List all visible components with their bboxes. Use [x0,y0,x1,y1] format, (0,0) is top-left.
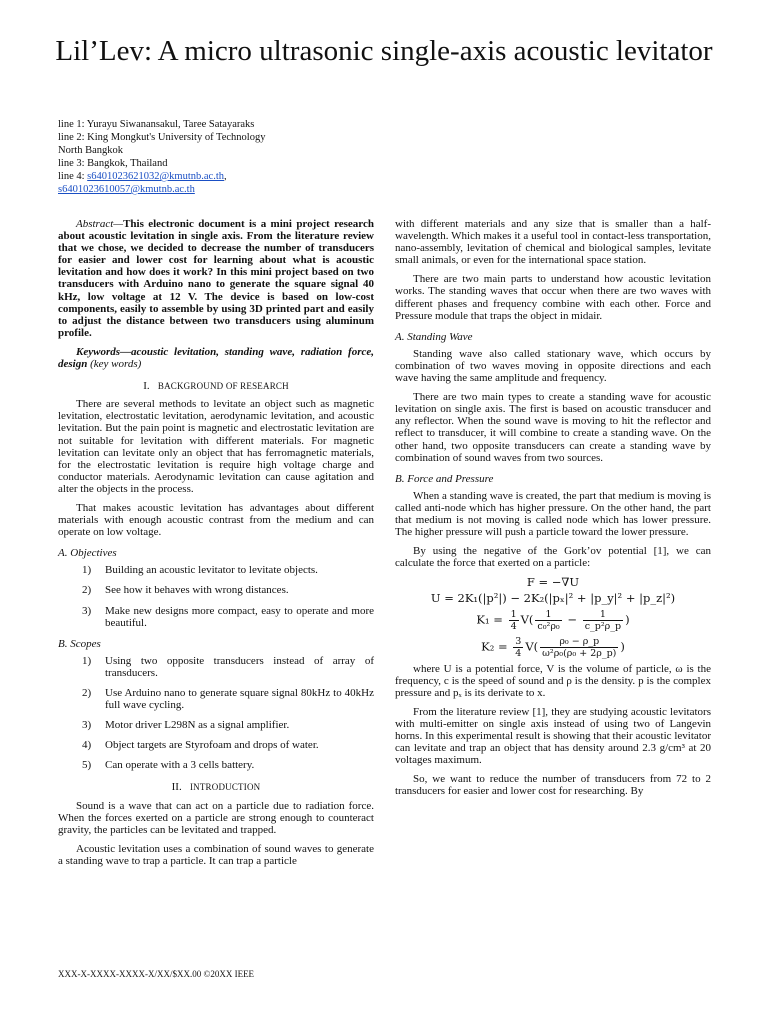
force-pressure-heading: B. Force and Pressure [395,472,494,485]
objectives-heading: A. Objectives [58,547,117,560]
section-1-title: BACKGROUND OF RESEARCH [157,381,289,392]
email-link-2[interactable]: s6401023610057@kmutnb.ac.th [58,184,195,195]
paper-title: Lil’Lev: A micro ultrasonic single-axis acoustic levitator [55,35,713,67]
list-item: 5) Can operate with a 3 cells battery. [82,759,255,772]
section-1-number: I. [143,380,150,393]
list-item: 2) Use Arduino nano to generate square signal 80kHz to 40kHz full wave cycling. [82,687,374,712]
section-heading-2 [58,781,374,793]
section-2-number: II. [171,781,182,794]
keywords-label: Keywords— [76,345,131,358]
list-item: 3) Make new designs more compact, easy to operate and more beautiful. [82,604,374,629]
left-column [58,218,374,874]
author-line-4-label: line 4: [58,171,88,182]
force-pressure-paragraph-4: From the literature review [1], they are studying acoustic levitators with multi-emitter on single axis instead of using two of Langevin horns. In this experimental result is showing that their acoustic levitator can levitate and trap an object that has density around 2.3 g/cm³ at 20 voltages maximum. [395,705,711,767]
keywords [58,346,374,370]
force-pressure-paragraph-1: When a standing wave is created, the part that medium is moving is called anti-node which has higher pressure. On the other hand, the part that medium is not moving is called node which has lower pressure. The higher pressure will push a particle toward the lower pressure. [395,489,711,539]
equation-k1: K₁ = $\frac{1}{4}$ V( $\frac{1}{\text{c₀²ρ₀}}$ − $\frac{1}{\text{c\_p²ρ\_p}}$ ) [476,608,630,632]
section-1-paragraph-2: That makes acoustic levitation has advantages about different materials with enough acoustic contrast from the medium and can operate on low voltage. [58,501,374,539]
abstract-label: Abstract— [76,218,124,230]
author-line-1: line 1: Yurayu Siwanansakul, Taree Satayaraks [58,119,255,130]
author-line-2: line 2: King Mongkut's University of Technology North Bangkok [58,132,266,156]
copyright-footer: XXX-X-XXXX-XXXX-X/XX/$XX.00 ©20XX IEEE [58,969,255,979]
section-heading-1 [58,380,374,392]
section-2-paragraph-3: There are two main parts to understand how acoustic levitation works. The standing waves that occur when there are two waves with different phases and frequency combine with each other. Force and Pressure module that traps the object in midair. [395,273,711,322]
abstract [58,218,374,339]
section-2-paragraph-1: Sound is a wave that can act on a particle due to radiation force. When the forces exerted on a particle are strong enough to counteract gravity, the particles can be levitated and trapped. [58,799,374,836]
standing-wave-heading: A. Standing Wave [395,330,473,343]
email-link-1[interactable]: s6401023621032@kmutnb.ac.th [87,171,224,182]
right-column [395,218,711,804]
keywords-text: acoustic levitation, standing wave, radiation force, design [58,345,374,371]
list-item: 1) Using two opposite transducers instead of array of transducers. [82,654,374,679]
list-item: 2) See how it behaves with wrong distances. [82,584,289,597]
section-2-paragraph-2: Acoustic levitation uses a combination of sound waves to generate a standing wave to trap a particle. It can trap a particle [58,842,374,867]
scopes-heading: B. Scopes [58,637,101,650]
equation-potential: U = 2K₁(|p²|) − 2K₂(|pₓ|² + |p_y|² + |p_z|²) [430,591,676,606]
force-pressure-paragraph-5: So, we want to reduce the number of transducers from 72 to 2 transducers for easier and lower cost for researching. By [395,773,711,798]
section-2-title: INTRODUCTION [189,782,261,793]
force-pressure-paragraph-3: where U is a potential force, V is the volume of particle, ω is the frequency, c is the speed of sound and ρ is the density. p is the complex pressure and pₓ is its derivate to x. [395,662,711,699]
list-item: 1) Building an acoustic levitator to levitate objects. [82,564,318,577]
abstract-text: This electronic document is a mini project research about acoustic levitation in single axis. From the literature review that we chose, we decided to decrease the number of transducers for easier and lower cost for learning about what is acoustic levitation and how does it work? In this mini project based on two transducers with Arduino nano to generate the square signal 40 kHz, low voltage at 12 V. The device is based on low-cost components, easily to assemble by using 3D printed part and easily to adjust the distance between two transducers using aluminum profile. [58,218,374,339]
equation-k2: K₂ = $\frac{3}{4}$ V( $\frac{\text{ρ₀ − ρ\_p}}{\text{ω²ρ₀(ρ₀ + 2ρ\_p)}}$ ) [481,635,625,659]
section-1-paragraph-1: There are several methods to levitate an object such as magnetic levitation, electrostatic levitation, aerodynamic levitation, and acoustic levitation. But the pain point is magnetic and electrostatic levitation are not suitable for levitation with different materials. For magnetic levitation can levitate only an object that has ferromagnetic materials, for the electrostatic levitation is require high voltage charge and conductor materials. Aerodynamic levitation can cause agitation and alter the objects in the process. [58,398,374,495]
objectives-list [58,564,374,628]
keywords-note: (key words) [87,358,142,371]
standing-wave-paragraph-2: There are two main types to create a standing wave for acoustic levitation on single axis. The first is based on acoustic transducer and any reflector. When the sound wave is moving to hit the reflector and reflect to transducer, it will combine to create a standing wave. On the other hand, two opposite transducers can create a standing wave by combination of sound waves from two sources. [395,391,711,464]
list-item: 3) Motor driver L298N as a signal amplifier. [82,719,290,732]
list-item: 4) Object targets are Styrofoam and drops of water. [82,739,319,752]
author-line-3: line 3: Bangkok, Thailand [58,158,168,169]
scopes-list [58,655,374,772]
author-line-4: line 4: s6401023621032@kmutnb.ac.th, [58,171,227,182]
section-2-paragraph-2-continued: with different materials and any size that is smaller than a half-wavelength. Which makes it a useful tool in contact-less transportation, nano-assembly, levitation of chemical and biological samples, levitate small animals, or even for the international space station. [395,218,711,267]
standing-wave-paragraph-1: Standing wave also called stationary wave, which occurs by combination of two waves moving in opposite directions and each wave having the same amplitude and frequency. [395,347,711,385]
author-block [58,118,276,196]
force-pressure-paragraph-2: By using the negative of the Gork’ov potential [1], we can calculate the force that exerted on a particle: [395,545,711,570]
equation-force: F = −∇U [526,575,580,590]
